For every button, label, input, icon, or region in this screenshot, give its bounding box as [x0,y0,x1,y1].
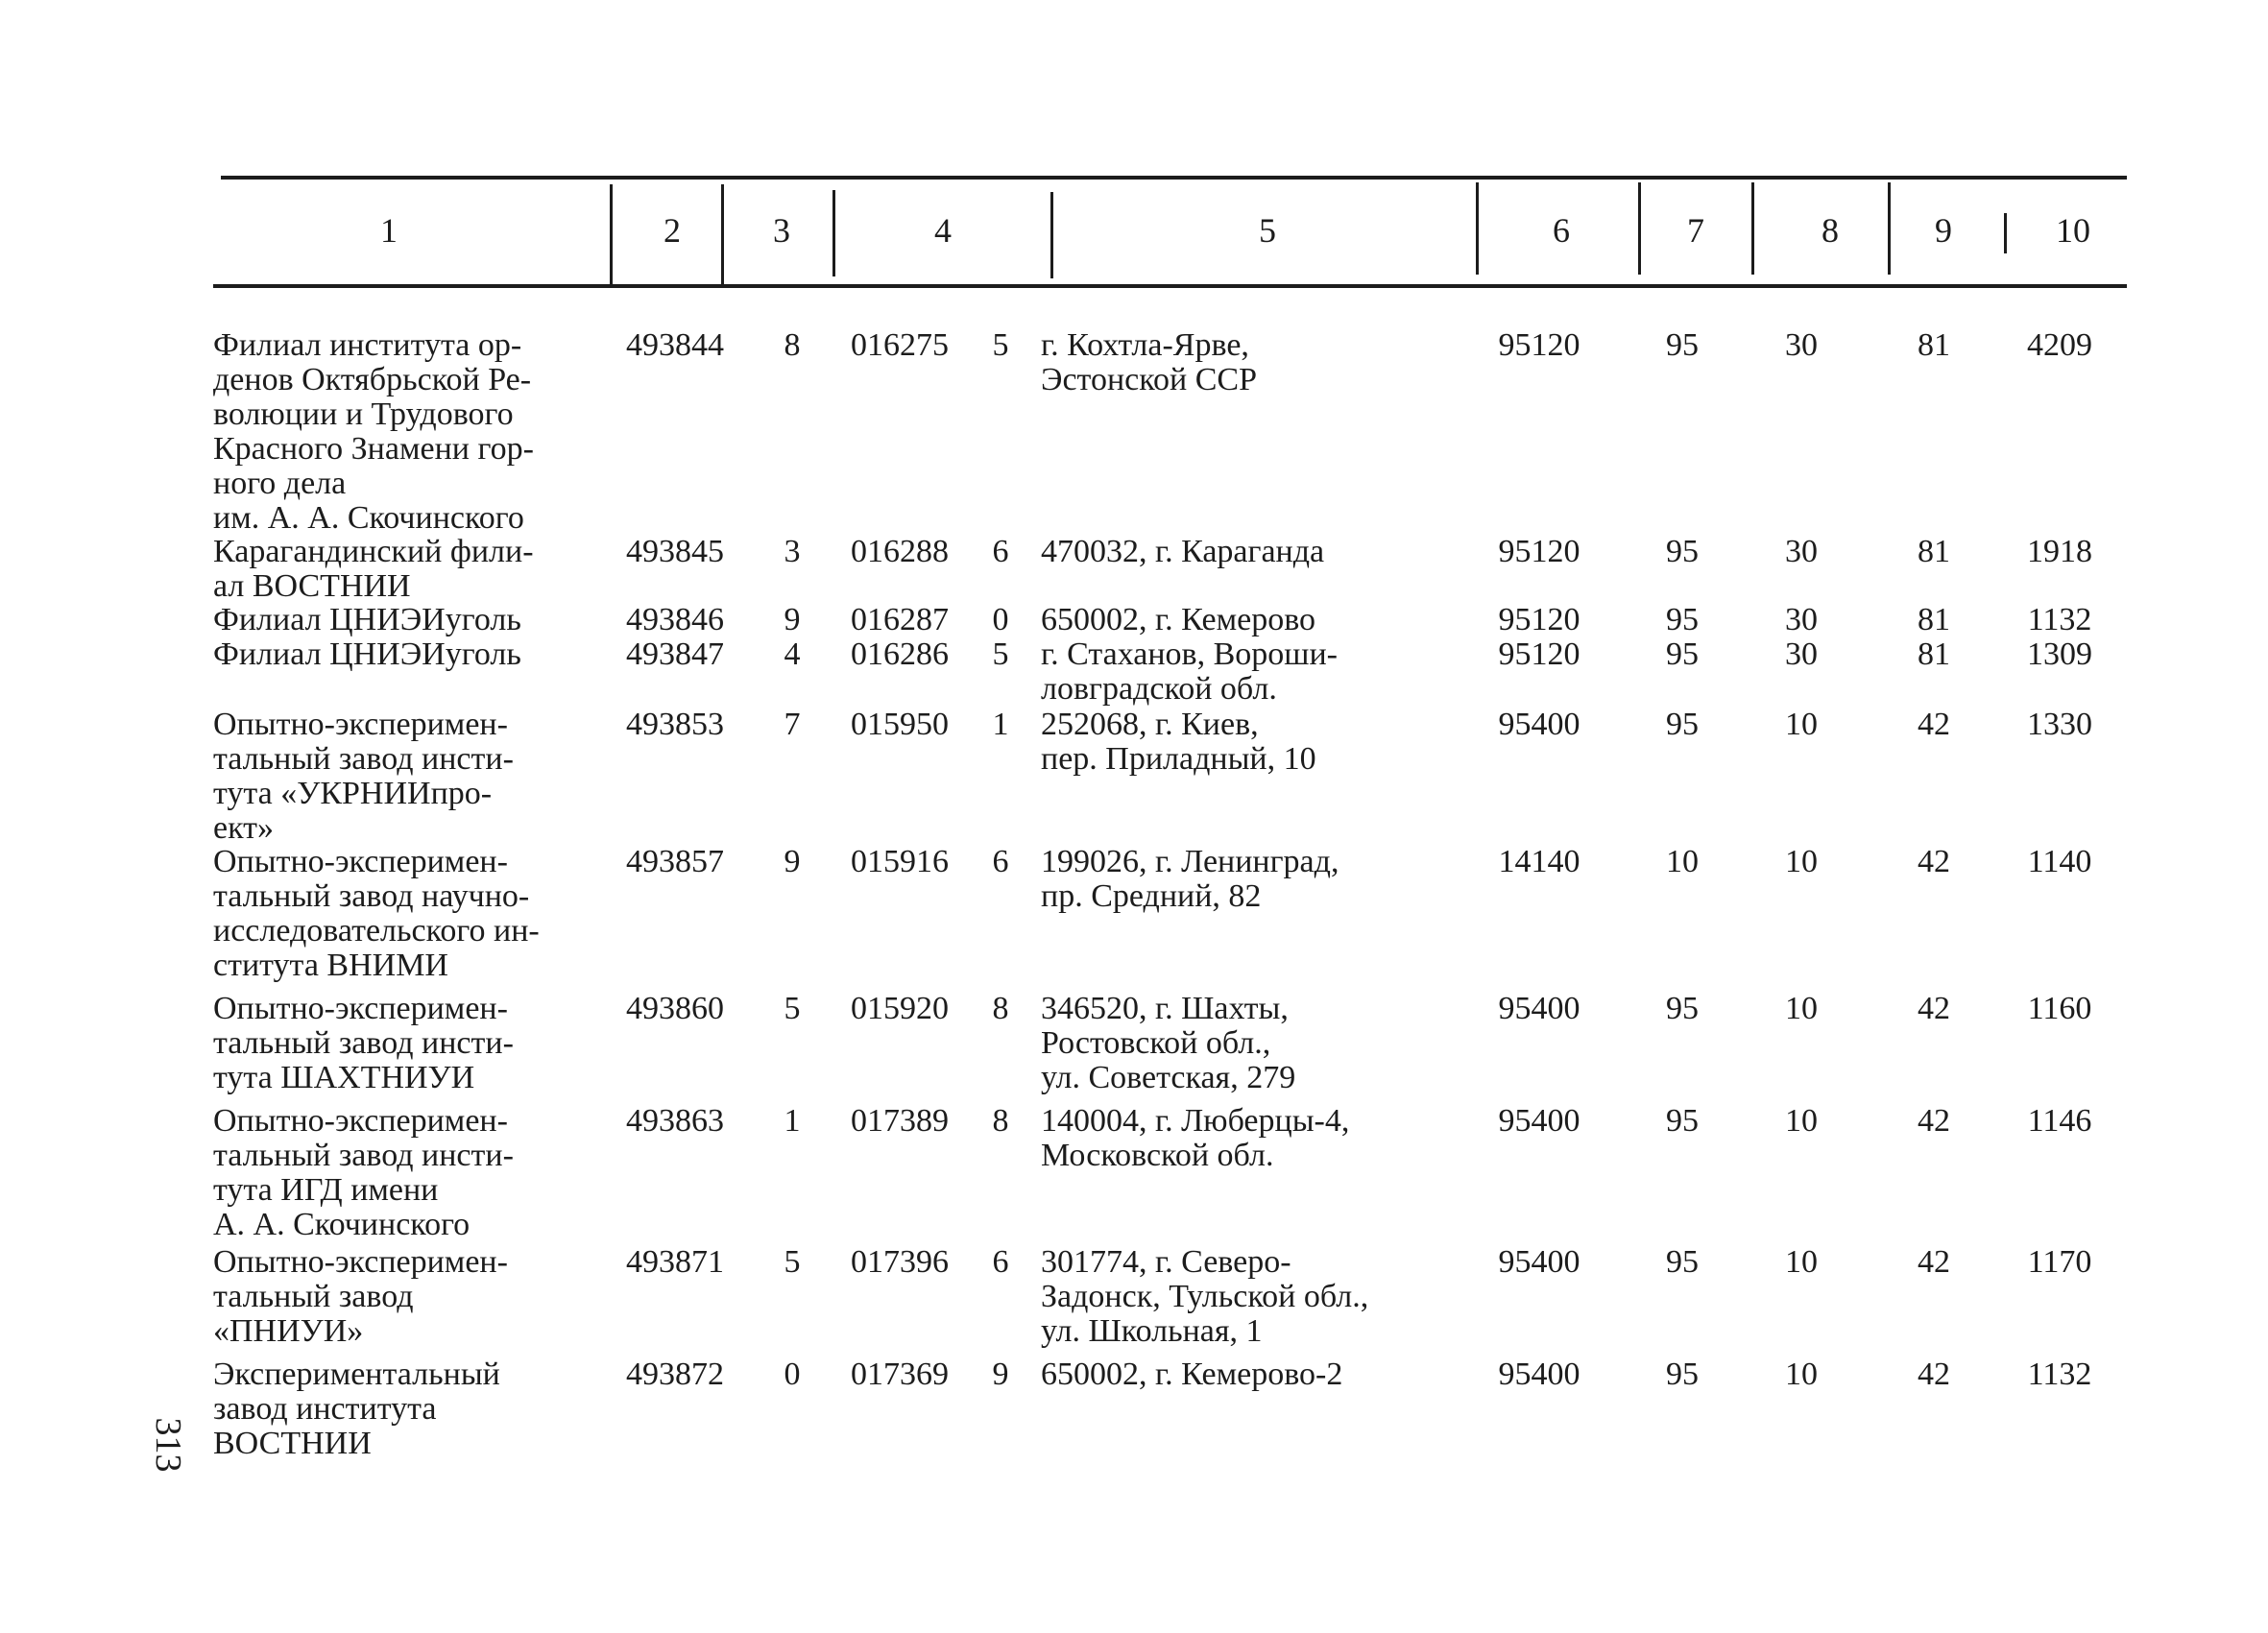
cell-col-6: 95120 [1498,534,1580,569]
org-name: Опытно-эксперимен- тальный завод «ПНИУИ» [213,1244,508,1349]
cell-col-4-code: 017396 [851,1244,949,1280]
header-divider-7 [1751,182,1754,275]
cell-col-4-digit: 5 [992,636,1009,672]
cell-col-4-code: 015920 [851,991,949,1026]
cell-col-10: 1132 [2027,602,2092,637]
cell-col-3: 0 [784,1357,801,1392]
cell-col-3: 4 [784,636,801,672]
cell-col-9: 42 [1918,1244,1950,1280]
cell-col-4-code: 016288 [851,534,949,569]
cell-col-8: 30 [1785,602,1818,637]
cell-col-8: 10 [1785,1103,1818,1139]
cell-col-8: 10 [1785,707,1818,742]
cell-col-2: 493863 [626,1103,724,1139]
cell-col-7: 95 [1666,636,1699,672]
cell-col-8: 30 [1785,327,1818,363]
header-col-1: 1 [380,211,398,250]
cell-col-8: 30 [1785,534,1818,569]
org-name: Филиал ЦНИЭИуголь [213,636,521,672]
header-col-6: 6 [1553,211,1570,250]
cell-col-7: 95 [1666,991,1699,1026]
cell-col-8: 10 [1785,844,1818,879]
org-name: Экспериментальный завод института ВОСТНИИ [213,1357,500,1461]
cell-col-9: 81 [1918,636,1950,672]
cell-col-4-code: 015950 [851,707,949,742]
cell-col-8: 10 [1785,991,1818,1026]
cell-col-8: 10 [1785,1357,1818,1392]
cell-col-10: 1918 [2027,534,2092,569]
cell-col-4-digit: 6 [992,844,1009,879]
cell-col-4-code: 017389 [851,1103,949,1139]
cell-col-6: 95400 [1498,1244,1580,1280]
header-col-8: 8 [1822,211,1839,250]
cell-col-9: 42 [1918,1103,1950,1139]
cell-col-10: 1309 [2027,636,2092,672]
org-name: Опытно-эксперимен- тальный завод инсти- тута ИГД имени А. А. Скочинского [213,1103,514,1242]
cell-col-10: 1132 [2027,1357,2092,1392]
cell-address: 199026, г. Ленинград, пр. Средний, 82 [1041,844,1339,914]
cell-col-4-digit: 9 [992,1357,1009,1392]
cell-col-2: 493872 [626,1357,724,1392]
cell-col-6: 95400 [1498,991,1580,1026]
cell-address: 346520, г. Шахты, Ростовской обл., ул. Советская, 279 [1041,991,1296,1095]
cell-col-9: 81 [1918,534,1950,569]
header-col-5: 5 [1259,211,1276,250]
cell-col-8: 30 [1785,636,1818,672]
header-col-10: 10 [2056,211,2090,250]
cell-col-6: 95120 [1498,602,1580,637]
org-name: Филиал ЦНИЭИуголь [213,602,521,637]
cell-col-2: 493847 [626,636,724,672]
cell-col-8: 10 [1785,1244,1818,1280]
cell-col-4-digit: 8 [992,991,1009,1026]
page-number: 313 [148,1417,188,1473]
cell-col-4-code: 016287 [851,602,949,637]
cell-col-4-digit: 6 [992,1244,1009,1280]
cell-col-2: 493857 [626,844,724,879]
cell-col-10: 1330 [2027,707,2092,742]
cell-col-2: 493846 [626,602,724,637]
cell-col-6: 95400 [1498,1103,1580,1139]
cell-col-4-digit: 8 [992,1103,1009,1139]
cell-col-3: 5 [784,991,801,1026]
header-col-2: 2 [664,211,681,250]
cell-col-10: 1160 [2027,991,2092,1026]
cell-address: г. Кохтла-Ярве, Эстонской ССР [1041,327,1257,397]
header-divider-8 [1888,182,1891,275]
cell-col-4-code: 016275 [851,327,949,363]
cell-col-2: 493844 [626,327,724,363]
cell-col-4-code: 015916 [851,844,949,879]
cell-col-4-code: 017369 [851,1357,949,1392]
org-name: Карагандинский фили- ал ВОСТНИИ [213,534,534,604]
cell-address: 301774, г. Северо- Задонск, Тульской обл., ул. Школьная, 1 [1041,1244,1369,1349]
header-bottom-rule [213,284,2127,288]
cell-col-3: 5 [784,1244,801,1280]
header-divider-9 [2004,213,2007,253]
header-divider-6 [1638,182,1641,275]
cell-address: 650002, г. Кемерово [1041,602,1316,637]
cell-col-3: 1 [784,1103,801,1139]
header-divider-3 [832,190,835,276]
org-name: Опытно-эксперимен- тальный завод инсти- тута «УКРНИИпро- ект» [213,707,514,846]
cell-col-7: 95 [1666,327,1699,363]
cell-col-3: 9 [784,602,801,637]
cell-address: г. Стаханов, Вороши- ловградской обл. [1041,636,1338,707]
cell-col-7: 95 [1666,1357,1699,1392]
table-top-rule [221,176,2127,180]
cell-col-10: 1170 [2027,1244,2092,1280]
cell-col-2: 493845 [626,534,724,569]
cell-col-3: 8 [784,327,801,363]
cell-col-4-code: 016286 [851,636,949,672]
cell-col-2: 493871 [626,1244,724,1280]
cell-col-9: 42 [1918,844,1950,879]
header-col-3: 3 [773,211,790,250]
header-divider-4 [1050,192,1053,278]
cell-col-4-digit: 6 [992,534,1009,569]
cell-col-6: 95400 [1498,707,1580,742]
cell-col-9: 81 [1918,602,1950,637]
cell-col-4-digit: 1 [992,707,1009,742]
cell-col-4-digit: 0 [992,602,1009,637]
cell-col-10: 1140 [2027,844,2092,879]
header-col-7: 7 [1687,211,1704,250]
cell-col-10: 1146 [2027,1103,2092,1139]
cell-col-3: 7 [784,707,801,742]
cell-col-6: 95120 [1498,327,1580,363]
cell-col-7: 95 [1666,602,1699,637]
cell-col-10: 4209 [2027,327,2092,363]
cell-col-7: 95 [1666,534,1699,569]
cell-address: 470032, г. Караганда [1041,534,1325,569]
cell-col-2: 493853 [626,707,724,742]
cell-col-3: 3 [784,534,801,569]
cell-col-4-digit: 5 [992,327,1009,363]
cell-address: 650002, г. Кемерово-2 [1041,1357,1343,1392]
header-divider-2 [721,184,724,284]
header-divider-5 [1476,182,1479,275]
cell-address: 252068, г. Киев, пер. Приладный, 10 [1041,707,1316,777]
cell-col-3: 9 [784,844,801,879]
header-col-9: 9 [1935,211,1952,250]
org-name: Опытно-эксперимен- тальный завод инсти- тута ШАХТНИУИ [213,991,514,1095]
cell-col-9: 81 [1918,327,1950,363]
cell-col-6: 95120 [1498,636,1580,672]
cell-col-9: 42 [1918,1357,1950,1392]
cell-col-2: 493860 [626,991,724,1026]
cell-col-7: 95 [1666,707,1699,742]
cell-col-6: 14140 [1498,844,1580,879]
cell-address: 140004, г. Люберцы-4, Московской обл. [1041,1103,1350,1173]
cell-col-6: 95400 [1498,1357,1580,1392]
cell-col-7: 10 [1666,844,1699,879]
header-col-4: 4 [934,211,952,250]
cell-col-7: 95 [1666,1244,1699,1280]
header-divider-1 [610,184,613,284]
org-name: Опытно-эксперимен- тальный завод научно- исследовательского ин- ститута ВНИМИ [213,844,540,983]
org-name: Филиал института ор- денов Октябрьской Ре- волюции и Трудового Красного Знамени гор- ного дела им. А. А. Скочинского [213,327,534,536]
cell-col-9: 42 [1918,707,1950,742]
cell-col-7: 95 [1666,1103,1699,1139]
cell-col-9: 42 [1918,991,1950,1026]
